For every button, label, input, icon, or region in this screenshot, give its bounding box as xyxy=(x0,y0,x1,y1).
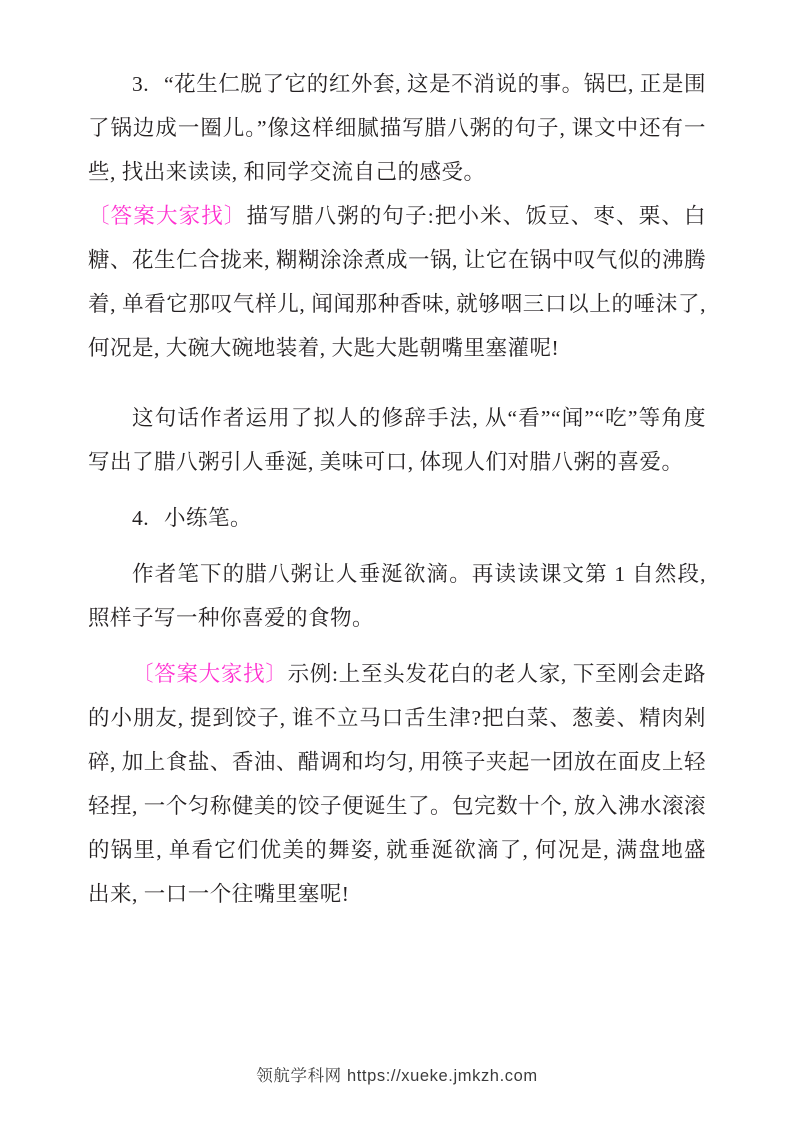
question-3-number: 3. xyxy=(132,72,150,96)
document-content xyxy=(88,62,706,916)
answer-3 xyxy=(88,194,706,370)
question-4-body: 作者笔下的腊八粥让人垂涎欲滴。再读读课文第 1 自然段, 照样子写一种你喜爱的食物。 xyxy=(88,562,706,630)
question-4-number: 4. xyxy=(132,506,150,530)
answer-4 xyxy=(88,652,706,916)
answer-3-text: 描写腊八粥的句子:把小米、饭豆、枣、栗、白糖、花生仁合拢来, 糊糊涂涂煮成一锅, 让它在锅中叹气似的沸腾着, 单看它那叹气样儿, 闻闻那种香味, 就够咽三口以上的唾沫了, 何况是, 大碗大碗地装着, 大匙大匙朝嘴里塞灌呢! xyxy=(88,204,706,360)
answer-4-text: 示例:上至头发花白的老人家, 下至刚会走路的小朋友, 提到饺子, 谁不立马口舌生津?把白菜、葱姜、精肉剁碎, 加上食盐、香油、醋调和均匀, 用筷子夹起一团放在面皮上轻轻捏, 一个匀称健美的饺子便诞生了。包完数十个, 放入沸水滚滚的锅里, 单看它们优美的舞姿, 就垂涎欲滴了, 何况是, 满盘地盛出来, 一口一个往嘴里塞呢! xyxy=(88,662,706,906)
answer-tag-3: 〔答案大家找〕 xyxy=(88,204,247,228)
footer-watermark: 领航学科网 https://xueke.jmkzh.com xyxy=(256,1067,538,1085)
answer-3-explanation: 这句话作者运用了拟人的修辞手法, 从“看”“闻”“吃”等角度写出了腊八粥引人垂涎, 美味可口, 体现人们对腊八粥的喜爱。 xyxy=(88,406,706,474)
answer-tag-4: 〔答案大家找〕 xyxy=(132,662,288,686)
question-3 xyxy=(88,62,706,194)
question-4-text: 小练笔。 xyxy=(164,506,253,530)
question-3-text: “花生仁脱了它的红外套, 这是不消说的事。锅巴, 正是围了锅边成一圈儿。”像这样细腻描写腊八粥的句子, 课文中还有一些, 找出来读读, 和同学交流自己的感受。 xyxy=(88,72,706,184)
question-4 xyxy=(88,496,706,540)
